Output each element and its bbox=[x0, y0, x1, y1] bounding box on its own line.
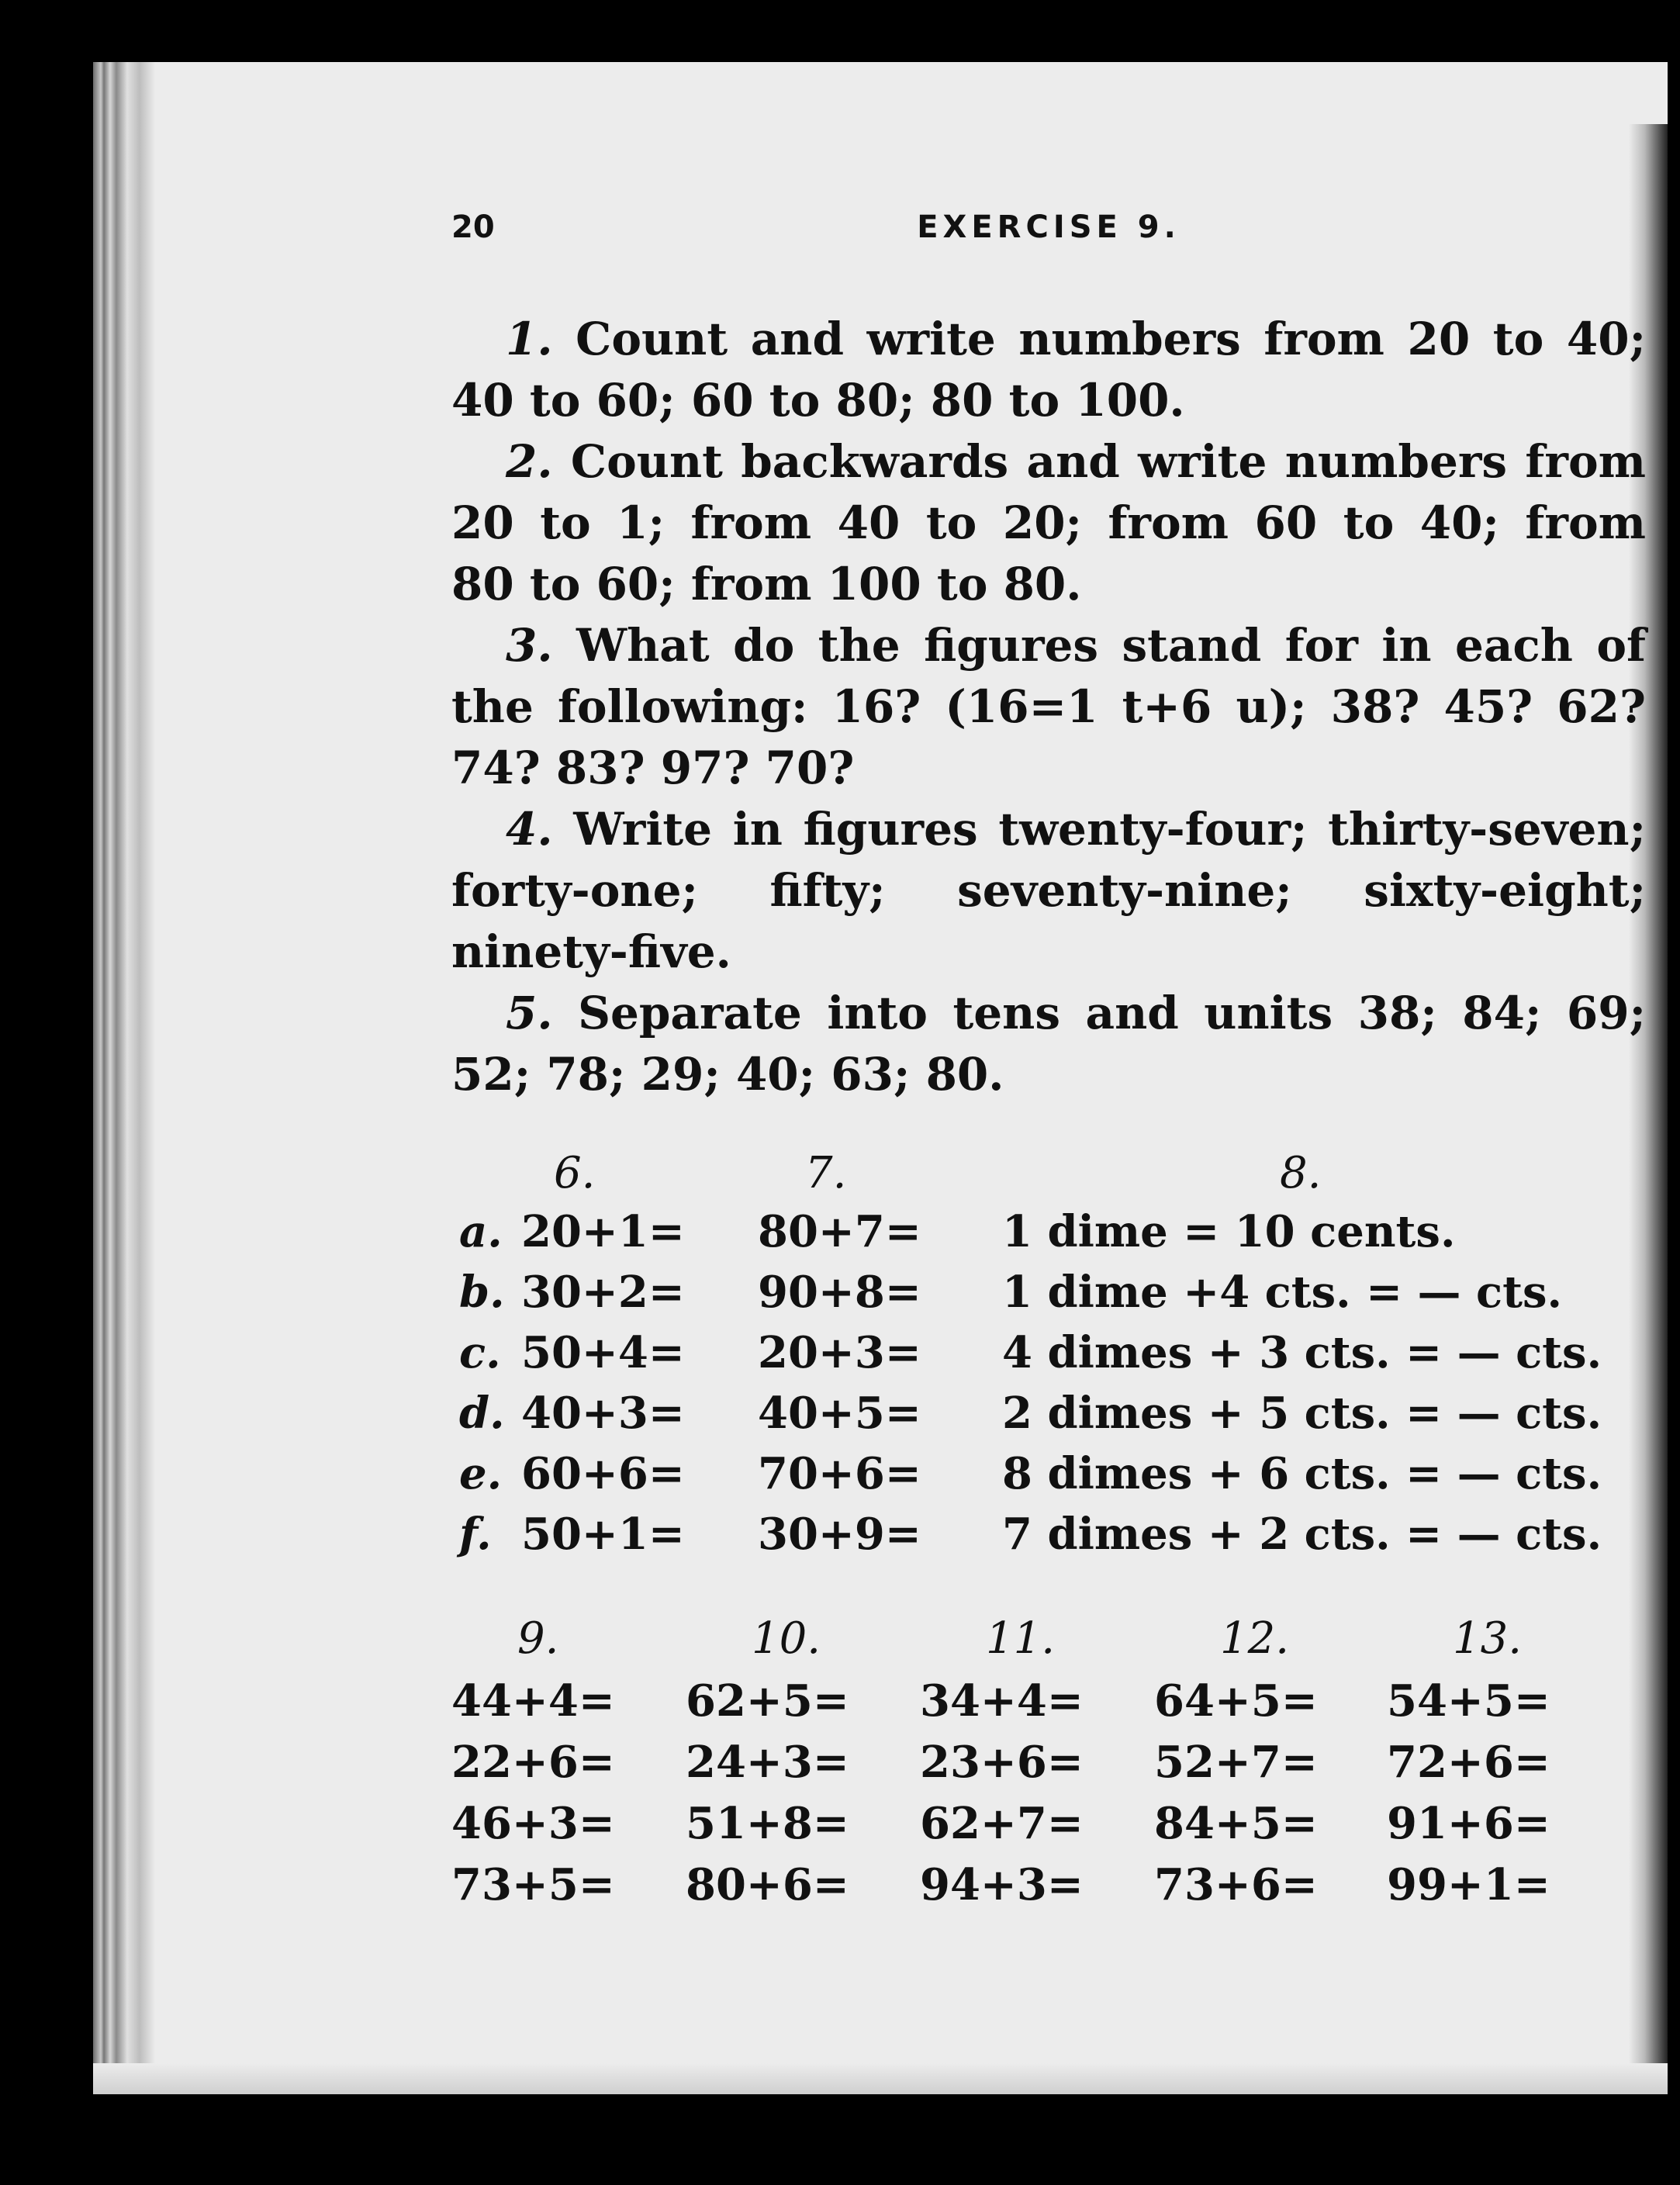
equation-6: 40+3= bbox=[521, 1388, 685, 1439]
row-letter: d. bbox=[459, 1388, 505, 1439]
column-header-8: 8. bbox=[1280, 1148, 1322, 1198]
column-header-11: 11. bbox=[986, 1613, 1056, 1664]
equation-8: 1 dime = 10 cents. bbox=[1002, 1206, 1456, 1257]
column-header-13: 13. bbox=[1453, 1613, 1523, 1664]
equation-9: 22+6= bbox=[451, 1737, 615, 1788]
equation-8: 1 dime +4 cts. = — cts. bbox=[1002, 1267, 1563, 1318]
problem-3-line-3: 74? 83? 97? 70? bbox=[451, 742, 855, 794]
equation-7: 20+3= bbox=[758, 1327, 921, 1378]
equation-12: 52+7= bbox=[1154, 1737, 1318, 1788]
equation-12: 64+5= bbox=[1154, 1675, 1318, 1727]
problem-2-number: 2. bbox=[506, 435, 553, 488]
equation-7: 40+5= bbox=[758, 1388, 921, 1439]
equation-11: 94+3= bbox=[920, 1859, 1084, 1910]
problem-5-line-2: 52; 78; 29; 40; 63; 80. bbox=[451, 1048, 1004, 1101]
problem-1-number: 1. bbox=[506, 313, 553, 365]
equation-10: 80+6= bbox=[686, 1859, 849, 1910]
problem-2-line-1: 2. Count backwards and write numbers from bbox=[451, 431, 1646, 493]
column-header-10: 10. bbox=[752, 1613, 821, 1664]
problem-1-line-1: 1. Count and write numbers from 20 to 40; bbox=[451, 309, 1646, 370]
equation-12: 84+5= bbox=[1154, 1798, 1318, 1849]
equation-6: 50+4= bbox=[521, 1327, 685, 1378]
page-number: 20 bbox=[451, 209, 495, 245]
equation-7: 90+8= bbox=[758, 1267, 921, 1318]
equation-7: 70+6= bbox=[758, 1448, 921, 1499]
problem-1-line-2: 40 to 60; 60 to 80; 80 to 100. bbox=[451, 374, 1185, 427]
exercise-block-6-8 bbox=[451, 1148, 1646, 1629]
equation-12: 73+6= bbox=[1154, 1859, 1318, 1910]
equation-6: 60+6= bbox=[521, 1448, 685, 1499]
equation-8: 4 dimes + 3 cts. = — cts. bbox=[1002, 1327, 1602, 1378]
equation-8: 2 dimes + 5 cts. = — cts. bbox=[1002, 1388, 1602, 1439]
equation-11: 62+7= bbox=[920, 1798, 1084, 1849]
equation-6: 50+1= bbox=[521, 1509, 685, 1560]
column-header-12: 12. bbox=[1220, 1613, 1290, 1664]
problem-3-line-2: the following: 16? (16=1 t+6 u); 38? 45? 62? bbox=[451, 680, 1646, 733]
problem-4-line-1: 4. Write in figures twenty-four; thirty-seven; bbox=[451, 799, 1646, 860]
problem-5-number: 5. bbox=[506, 987, 553, 1039]
problem-4-number: 4. bbox=[506, 803, 553, 856]
row-letter: b. bbox=[459, 1267, 505, 1318]
equation-9: 73+5= bbox=[451, 1859, 615, 1910]
problem-3-line-1: 3. What do the figures stand for in each of bbox=[451, 615, 1646, 676]
problem-2-line-3: 80 to 60; from 100 to 80. bbox=[451, 558, 1082, 610]
column-header-9: 9. bbox=[517, 1613, 559, 1664]
column-header-7: 7. bbox=[805, 1148, 847, 1198]
problem-3-number: 3. bbox=[506, 619, 553, 672]
row-letter: c. bbox=[459, 1327, 501, 1378]
equation-13: 91+6= bbox=[1387, 1798, 1550, 1849]
problem-5-line-1: 5. Separate into tens and units 38; 84; 69; bbox=[451, 983, 1646, 1044]
problem-4-line-3: ninety-five. bbox=[451, 925, 731, 978]
equation-10: 51+8= bbox=[686, 1798, 849, 1849]
exercise-block-9-13 bbox=[451, 1613, 1646, 1939]
equation-8: 7 dimes + 2 cts. = — cts. bbox=[1002, 1509, 1602, 1560]
book-page bbox=[93, 62, 1668, 2094]
equation-13: 54+5= bbox=[1387, 1675, 1550, 1727]
exercise-title: EXERCISE 9. bbox=[917, 209, 1180, 245]
equation-6: 30+2= bbox=[521, 1267, 685, 1318]
page-stack-edge bbox=[93, 62, 155, 2094]
page-bottom-edge bbox=[93, 2063, 1668, 2094]
problem-4-line-2: forty-one; fifty; seventy-nine; sixty-eight; bbox=[451, 864, 1646, 917]
equation-9: 46+3= bbox=[451, 1798, 615, 1849]
equation-8: 8 dimes + 6 cts. = — cts. bbox=[1002, 1448, 1602, 1499]
equation-11: 23+6= bbox=[920, 1737, 1084, 1788]
equation-7: 80+7= bbox=[758, 1206, 921, 1257]
equation-10: 24+3= bbox=[686, 1737, 849, 1788]
equation-6: 20+1= bbox=[521, 1206, 685, 1257]
equation-13: 99+1= bbox=[1387, 1859, 1550, 1910]
row-letter: f. bbox=[459, 1509, 492, 1560]
equation-13: 72+6= bbox=[1387, 1737, 1550, 1788]
column-header-6: 6. bbox=[554, 1148, 596, 1198]
equation-10: 62+5= bbox=[686, 1675, 849, 1727]
equation-11: 34+4= bbox=[920, 1675, 1084, 1727]
row-letter: e. bbox=[459, 1448, 503, 1499]
page-header bbox=[451, 209, 1646, 279]
equation-7: 30+9= bbox=[758, 1509, 921, 1560]
equation-9: 44+4= bbox=[451, 1675, 615, 1727]
problem-2-line-2: 20 to 1; from 40 to 20; from 60 to 40; from bbox=[451, 496, 1646, 549]
row-letter: a. bbox=[459, 1206, 503, 1257]
